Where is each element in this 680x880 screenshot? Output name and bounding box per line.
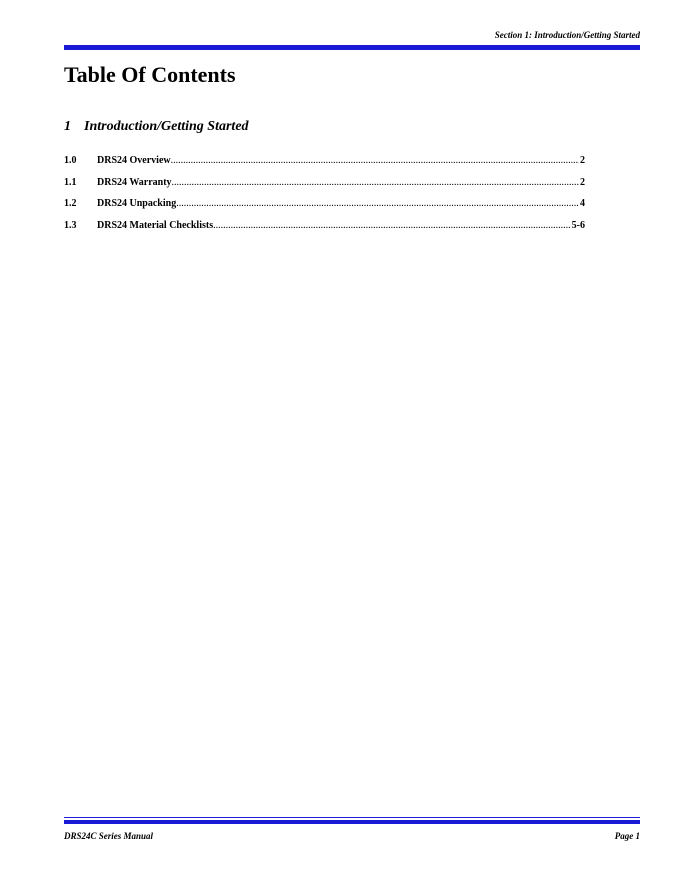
toc-entry[interactable] (64, 177, 585, 199)
toc-entry-title[interactable]: DRS24 Warranty (97, 176, 172, 188)
toc-dot-leader (176, 198, 579, 209)
toc-entry-title[interactable]: DRS24 Material Checklists (97, 219, 214, 231)
toc-dot-leader (172, 177, 579, 188)
toc-entry-page[interactable]: 2 (580, 176, 585, 188)
toc-entry[interactable] (64, 198, 585, 220)
footer-manual-name: DRS24C Series Manual (64, 831, 154, 841)
toc-dot-leader (171, 155, 579, 166)
toc-entry-page[interactable]: 4 (580, 198, 585, 209)
toc-entry[interactable] (64, 220, 585, 242)
header-rule-thick (64, 45, 640, 50)
section-title: Introduction/Getting Started (84, 119, 249, 134)
footer-rule-thick (64, 820, 640, 824)
toc-entry-page[interactable]: 5-6 (571, 219, 585, 231)
toc-entry-title[interactable]: DRS24 Unpacking (97, 198, 177, 209)
toc-entry-page[interactable]: 2 (580, 155, 585, 166)
toc-entry-number: 1.2 (64, 198, 77, 209)
section-heading (64, 119, 249, 135)
section-number: 1 (64, 119, 71, 134)
footer-page-number: Page 1 (614, 831, 640, 841)
toc-entry-number: 1.1 (64, 176, 77, 188)
header-section-label: Section 1: Introduction/Getting Started (494, 30, 640, 40)
toc-entry[interactable] (64, 155, 585, 177)
toc-entry-title[interactable]: DRS24 Overview (97, 155, 171, 166)
footer-rule-thin (64, 817, 640, 818)
page-title: Table Of Contents (64, 62, 236, 87)
toc-list (64, 155, 585, 241)
toc-entry-number: 1.0 (64, 155, 77, 166)
toc-entry-number: 1.3 (64, 219, 77, 231)
toc-dot-leader (213, 220, 571, 231)
